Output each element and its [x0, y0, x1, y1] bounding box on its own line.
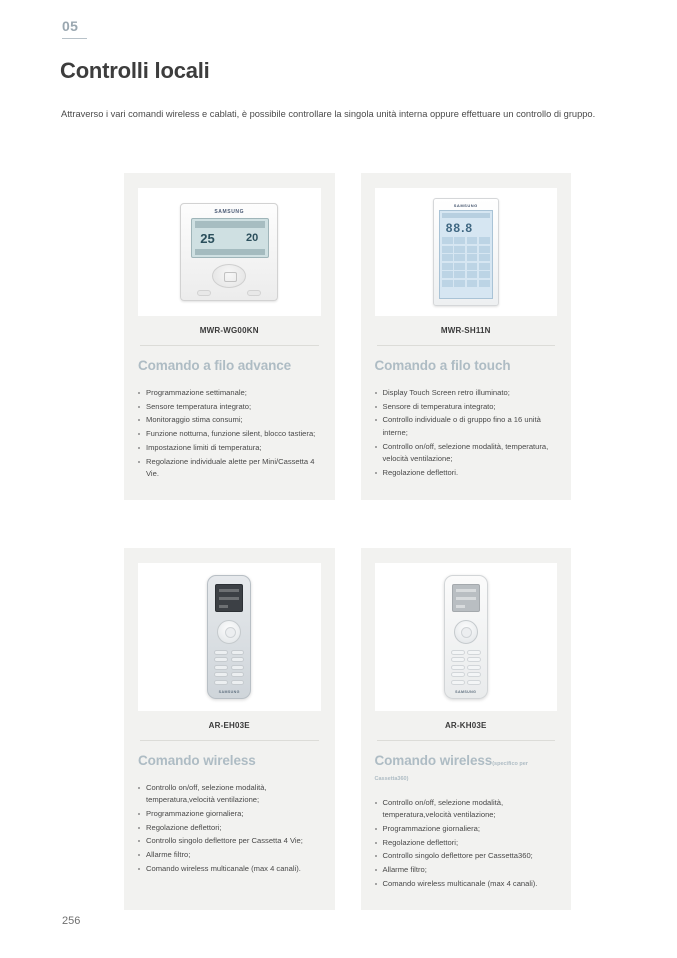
- list-item: Controllo singolo deflettore per Cassetta360;: [375, 850, 558, 862]
- list-item: Controllo on/off, selezione modalità, temperatura,velocità ventilazione;: [375, 797, 558, 822]
- remote-dial-icon: [454, 620, 478, 644]
- list-item: Controllo on/off, selezione modalità, temperatura, velocità ventilazione;: [375, 441, 558, 466]
- list-item: Monitoraggio stima consumi;: [138, 414, 321, 426]
- product-photo-mwr-sh11n: [375, 188, 558, 316]
- remote-key: [451, 665, 465, 670]
- list-item: Regolazione deflettori;: [138, 822, 321, 834]
- device-brand-label: SAMSUNG: [453, 203, 478, 208]
- page-title: Controlli locali: [60, 57, 210, 83]
- screen-bottom-bar: [195, 249, 265, 255]
- feature-list: [138, 782, 321, 876]
- list-item: Allarme filtro;: [138, 849, 321, 861]
- wired-controller-advance-illustration: [180, 203, 278, 301]
- model-name: MWR-WG00KN: [199, 326, 259, 335]
- screen-icon-cell: [467, 237, 478, 244]
- card-divider: [140, 740, 319, 741]
- remote-key: [451, 672, 465, 677]
- screen-primary-temp: 25: [200, 231, 215, 246]
- remote-key: [467, 672, 481, 677]
- feature-list: [375, 797, 558, 891]
- remote-key: [467, 650, 481, 655]
- screen-icon-cell: [479, 237, 490, 244]
- device-button-left: [197, 290, 211, 296]
- remote-key: [451, 650, 465, 655]
- remote-key: [214, 650, 228, 655]
- list-item: Sensore di temperatura integrato;: [375, 401, 558, 413]
- device-brand-label: SAMSUNG: [214, 209, 245, 215]
- screen-icon-cell: [479, 271, 490, 278]
- device-screen: [439, 210, 493, 299]
- list-item: Programmazione settimanale;: [138, 387, 321, 399]
- card-divider: [377, 345, 556, 346]
- remote-key: [467, 657, 481, 662]
- product-photo-ar-kh03e: [375, 563, 558, 711]
- screen-icon-cell: [467, 280, 478, 287]
- list-item: Regolazione deflettori;: [375, 837, 558, 849]
- remote-dial-icon: [217, 620, 241, 644]
- list-item: Controllo singolo deflettore per Cassetta 4 Vie;: [138, 835, 321, 847]
- product-card-mwr-wg00kn: [124, 173, 335, 500]
- list-item: Programmazione giornaliera;: [375, 823, 558, 835]
- remote-key: [214, 657, 228, 662]
- chapter-number: 05: [62, 18, 79, 34]
- screen-icon-cell: [454, 271, 465, 278]
- screen-top-bar: [442, 213, 490, 218]
- model-name: MWR-SH11N: [440, 326, 491, 335]
- list-item: Display Touch Screen retro illuminato;: [375, 387, 558, 399]
- wireless-remote-kh-illustration: [444, 575, 488, 699]
- list-item: Sensore temperatura integrato;: [138, 401, 321, 413]
- card-heading-text: Comando a filo advance: [138, 358, 292, 373]
- cards-grid: [124, 173, 571, 910]
- wireless-remote-eh-illustration: [207, 575, 251, 699]
- card-row-1: [124, 173, 571, 500]
- feature-list: [138, 387, 321, 481]
- screen-icon-cell: [442, 254, 453, 261]
- list-item: Programmazione giornaliera;: [138, 808, 321, 820]
- lcd-line: [456, 589, 476, 592]
- card-heading: [138, 754, 321, 769]
- remote-key: [467, 680, 481, 685]
- remote-key: [467, 665, 481, 670]
- wired-touch-controller-illustration: [433, 198, 499, 306]
- screen-icon-cell: [467, 271, 478, 278]
- screen-icon-cell: [454, 254, 465, 261]
- list-item: Regolazione individuale alette per Mini/Cassetta 4 Vie.: [138, 456, 321, 481]
- screen-secondary-temp: 20: [246, 232, 259, 244]
- intro-paragraph: Attraverso i vari comandi wireless e cablati, è possibile controllare la singola unità interna oppure effettuare un controllo di gruppo.: [61, 109, 596, 120]
- screen-icon-cell: [467, 254, 478, 261]
- list-item: Funzione notturna, funzione silent, blocco tastiera;: [138, 428, 321, 440]
- navigation-pad-icon: [212, 264, 246, 288]
- screen-icon-cell: [454, 246, 465, 253]
- list-item: Comando wireless multicanale (max 4 canali).: [375, 878, 558, 890]
- remote-key: [451, 657, 465, 662]
- card-heading-text: Comando wireless: [138, 752, 256, 768]
- remote-lcd: [452, 584, 480, 612]
- list-item: Impostazione limiti di temperatura;: [138, 442, 321, 454]
- lcd-line: [219, 605, 228, 608]
- remote-keypad: [451, 650, 481, 685]
- screen-icon-cell: [442, 280, 453, 287]
- chapter-rule: [62, 38, 87, 39]
- list-item: Allarme filtro;: [375, 864, 558, 876]
- remote-lcd: [215, 584, 243, 612]
- screen-icon-cell: [479, 280, 490, 287]
- product-photo-ar-eh03e: [138, 563, 321, 711]
- screen-icon-cell: [467, 246, 478, 253]
- list-item: Controllo individuale o di gruppo fino a 16 unità interne;: [375, 414, 558, 439]
- card-row-2: [124, 548, 571, 910]
- model-name: AR-EH03E: [208, 720, 250, 730]
- remote-key: [214, 665, 228, 670]
- card-heading-note: (specifico per Cassetta360): [374, 760, 528, 782]
- model-name: AR-KH03E: [444, 720, 487, 730]
- card-heading-text: Comando a filo touch: [374, 358, 511, 373]
- lcd-line: [219, 597, 239, 600]
- screen-icon-cell: [454, 263, 465, 270]
- remote-key: [231, 650, 245, 655]
- screen-icon-cell: [454, 237, 465, 244]
- card-divider: [140, 345, 319, 346]
- device-button-right: [247, 290, 261, 296]
- list-item: Comando wireless multicanale (max 4 canali).: [138, 863, 321, 875]
- screen-icon-cell: [442, 263, 453, 270]
- list-item: Controllo on/off, selezione modalità, temperatura,velocità ventilazione;: [138, 782, 321, 807]
- screen-icon-cell: [442, 271, 453, 278]
- remote-key: [231, 657, 245, 662]
- screen-top-bar: [195, 221, 265, 228]
- screen-icon-cell: [454, 280, 465, 287]
- product-card-mwr-sh11n: [361, 173, 572, 500]
- device-screen: [191, 218, 269, 258]
- screen-icon-cell: [479, 263, 490, 270]
- device-brand-label: SAMSUNG: [455, 689, 477, 694]
- feature-list: [375, 387, 558, 479]
- card-heading: [375, 754, 558, 784]
- screen-segment-value: 88.8: [445, 221, 474, 235]
- screen-icon-cell: [479, 246, 490, 253]
- card-heading: [138, 359, 321, 374]
- card-heading: [375, 359, 558, 374]
- list-item: Regolazione deflettori.: [375, 467, 558, 479]
- screen-icon-grid: [442, 237, 490, 296]
- lcd-line: [219, 589, 239, 592]
- remote-key: [214, 672, 228, 677]
- remote-key: [231, 680, 245, 685]
- remote-key: [451, 680, 465, 685]
- screen-icon-cell: [442, 237, 453, 244]
- card-heading-text: Comando wireless: [374, 752, 493, 768]
- product-card-ar-eh03e: [124, 548, 335, 910]
- page-number: 256: [62, 915, 81, 927]
- product-card-ar-kh03e: [361, 548, 572, 910]
- remote-keypad: [214, 650, 244, 685]
- screen-icon-cell: [479, 254, 490, 261]
- screen-icon-cell: [442, 246, 453, 253]
- lcd-line: [456, 597, 476, 600]
- device-brand-label: SAMSUNG: [218, 689, 240, 694]
- lcd-line: [456, 605, 465, 608]
- remote-key: [231, 665, 245, 670]
- remote-key: [231, 672, 245, 677]
- product-photo-mwr-wg00kn: [138, 188, 321, 316]
- screen-icon-cell: [467, 263, 478, 270]
- remote-key: [214, 680, 228, 685]
- card-divider: [377, 740, 556, 741]
